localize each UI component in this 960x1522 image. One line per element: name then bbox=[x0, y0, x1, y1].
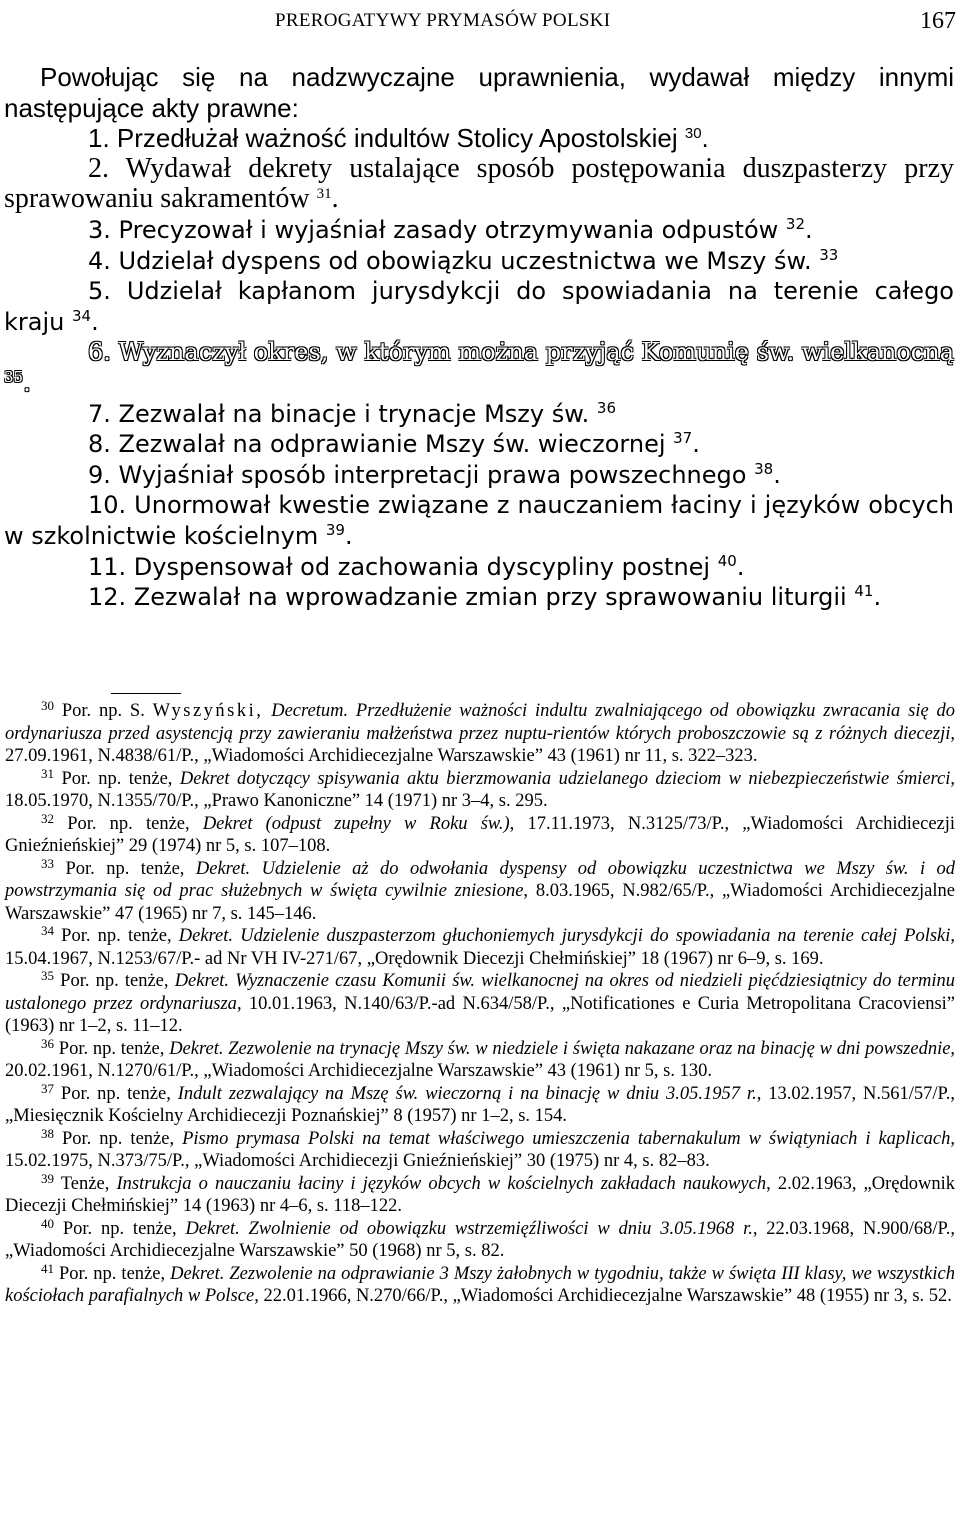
footnote-number: 35 bbox=[41, 968, 54, 983]
item-text: 11. Dyspensował od zachowania dyscypliny postnej bbox=[88, 552, 711, 581]
footnote-lead: Por. np. S. bbox=[61, 701, 145, 721]
item-text: 1. Przedłużał ważność indultów Stolicy Apostolskiej bbox=[88, 123, 678, 154]
footnote-author: Wyszyński, bbox=[152, 701, 264, 721]
footnote-details: , 13.02.1957, N.561/57/P., „Miesięcznik Kościelny Archidiecezji Poznańskiej” 8 (1957) nr 1–2, s. 154. bbox=[5, 1083, 956, 1126]
footnote-lead: Por. np. tenże, bbox=[62, 1128, 175, 1149]
footnote bbox=[5, 855, 956, 926]
intro-paragraph: Powołując się na nadzwyczajne uprawnienia, wydawał między innymi następujące akty prawne: bbox=[4, 62, 954, 123]
item-text: 10. Unormował kwestie związane z nauczaniem łaciny i języków obcych w szkolnictwie kościelnym bbox=[4, 491, 954, 550]
item-tail: . bbox=[805, 215, 813, 244]
footnote-ref: 41 bbox=[854, 582, 874, 601]
footnote-number: 36 bbox=[41, 1035, 54, 1051]
footnote-lead: Por. np. tenże, bbox=[61, 768, 173, 789]
footnote-lead: Por. np. tenże, bbox=[59, 1263, 166, 1284]
footnote-ref: 40 bbox=[717, 551, 737, 570]
footnote-title: Dekret (odpust zupełny w Roku św.) bbox=[202, 813, 510, 834]
footnote-title: Pismo prymasa Polski na temat właściwego umieszczenia tabernakulum w świątyniach i kaplicach bbox=[182, 1128, 951, 1149]
footnote-details: , 27.09.1961, N.4838/61/P., „Wiadomości Archidiecezjalne Warszawskie” 43 (1961) nr 11, s. 322–323. bbox=[5, 723, 955, 766]
footnote bbox=[5, 1170, 956, 1218]
footnote-ref: 33 bbox=[819, 245, 839, 264]
list-item bbox=[4, 429, 954, 460]
list-item bbox=[4, 215, 954, 246]
item-text: 7. Zezwalał na binacje i trynacje Mszy św. bbox=[88, 399, 590, 428]
running-header bbox=[0, 4, 960, 44]
footnote-ref: 38 bbox=[754, 459, 774, 478]
footnote bbox=[5, 1080, 956, 1128]
footnote-details: , 20.02.1961, N.1270/61/P., „Wiadomości Archidiecezjalne Warszawskie” 43 (1961) nr 5, s. 130. bbox=[5, 1038, 956, 1081]
footnote-ref: 30 bbox=[684, 125, 702, 143]
list-item bbox=[4, 154, 954, 215]
footnote-details: , 22.03.1968, N.900/68/P., „Wiadomości Archidiecezjalne Warszawskie” 50 (1968) nr 5, s. 82. bbox=[5, 1218, 956, 1261]
item-text: 8. Zezwalał na odprawianie Mszy św. wieczornej bbox=[88, 430, 666, 459]
footnote-details: , 22.01.1966, N.270/66/P., „Wiadomości Archidiecezjalne Warszawskie” 48 (1955) nr 3, s. 52. bbox=[254, 1286, 952, 1306]
item-tail: . bbox=[344, 521, 353, 550]
footnote-number: 41 bbox=[41, 1260, 54, 1276]
item-tail: . bbox=[736, 552, 745, 581]
item-text: 2. Wydawał dekrety ustalające sposób postępowania duszpasterzy przy sprawowaniu sakramentów bbox=[4, 152, 954, 215]
footnote-number: 37 bbox=[41, 1080, 54, 1096]
footnote-lead: Por. np. tenże, bbox=[60, 971, 169, 991]
footnote-title: Dekret. Zezwolenie na trynację Mszy św. w niedziele i święta nakazane oraz na binację w dni powszednie bbox=[169, 1038, 951, 1059]
footnote-lead: Por. np. tenże, bbox=[61, 926, 172, 946]
list-item bbox=[4, 552, 954, 583]
footnote bbox=[5, 765, 956, 813]
footnote-details: , 15.02.1975, N.373/75/P., „Wiadomości Archidiecezji Gnieźnieńskiej” 30 (1975) nr 4, s. 82–83. bbox=[5, 1128, 955, 1171]
list-item bbox=[4, 460, 954, 491]
item-text: 4. Udzielał dyspens od obowiązku uczestnictwa we Mszy św. bbox=[88, 246, 812, 275]
footnote-ref: 34 bbox=[72, 306, 92, 325]
footnote-title: Dekret dotyczący spisywania aktu bierzmowania udzielanego dzieciom w niebezpieczeństwie śmierci bbox=[179, 768, 951, 789]
footnote-title: Decretum. Przedłużenie ważności indultu zwalniającego od obowiązku zwracania się do ordynariusza przed asystencją przy zawieraniu małżeństwa przez nuptu-rientów których proboszczowie są z różnych diecezji bbox=[5, 701, 956, 744]
footnote-ref: 39 bbox=[325, 520, 345, 539]
item-text: 9. Wyjaśniał sposób interpretacji prawa powszechnego bbox=[88, 460, 747, 489]
item-text: 3. Precyzował i wyjaśniał zasady otrzymywania odpustów bbox=[88, 215, 779, 244]
item-tail: . bbox=[873, 583, 882, 612]
footnote-lead: Por. np. tenże, bbox=[58, 1038, 165, 1059]
list-item bbox=[4, 582, 954, 613]
footnote bbox=[5, 1035, 956, 1083]
item-tail: . bbox=[331, 183, 339, 215]
footnote bbox=[5, 700, 955, 768]
footnote-lead: Por. np. tenże, bbox=[62, 1218, 177, 1239]
list-item bbox=[4, 246, 954, 277]
item-tail: . bbox=[692, 430, 700, 459]
footnote-number: 34 bbox=[41, 923, 54, 938]
item-tail: . bbox=[23, 368, 31, 397]
footnote-ref: 31 bbox=[316, 186, 332, 203]
footnote bbox=[5, 1260, 955, 1308]
footnote-ref: 36 bbox=[596, 398, 617, 417]
footnote-title: Indult zezwalający na Mszę św. wieczorną i na binację w dniu 3.05.1957 r. bbox=[177, 1083, 757, 1104]
list-item bbox=[4, 337, 954, 398]
footnote bbox=[5, 1215, 956, 1263]
footnote-details: , 15.04.1967, N.1253/67/P.- ad Nr VH IV-271/67, „Orędownik Diecezji Chełmińskiej” 18 (1967) nr 6–9, s. 169. bbox=[5, 926, 956, 969]
footnote-title: Dekret. Udzielenie duszpasterzom głuchoniemych jurysdykcji do spowiadania na terenie całej Polski bbox=[178, 926, 951, 946]
footnote bbox=[5, 970, 955, 1038]
running-title: PREROGATYWY PRYMASÓW POLSKI bbox=[275, 10, 611, 31]
page-number: 167 bbox=[920, 8, 956, 34]
footnote-details: , 17.11.1973, N.3125/73/P., „Wiadomości Archidiecezji Gnieźnieńskiej” 29 (1974) nr 5, s. 107–108. bbox=[5, 813, 956, 856]
footnote-number: 32 bbox=[41, 810, 54, 826]
footnote-details: , 18.05.1970, N.1355/70/P., „Prawo Kanoniczne” 14 (1971) nr 3–4, s. 295. bbox=[5, 768, 956, 811]
footnote-separator bbox=[111, 693, 181, 694]
item-text: 5. Udzielał kapłanom jurysdykcji do spowiadania na terenie całego kraju bbox=[4, 277, 954, 336]
footnote bbox=[5, 1125, 955, 1173]
footnote-title: Dekret. Udzielenie aż do odwołania dyspensy od obowiązku uczestnictwa we Mszy św. i od powstrzymania się od prac służebnych w święta cywilnie zniesione bbox=[5, 858, 956, 901]
footnote-lead: Tenże, bbox=[60, 1173, 110, 1194]
list-item bbox=[4, 490, 954, 551]
footnote-number: 39 bbox=[41, 1170, 54, 1186]
footnote-lead: Por. np. tenże, bbox=[65, 858, 185, 879]
footnote-number: 33 bbox=[41, 855, 54, 871]
footnote-number: 31 bbox=[41, 765, 54, 781]
footnote-details: , 2.02.1963, „Orędownik Diecezji Chełmińskiej” 14 (1963) nr 4–6, s. 118–122. bbox=[5, 1173, 956, 1216]
footnote bbox=[5, 810, 956, 858]
footnote-number: 40 bbox=[41, 1215, 54, 1231]
item-tail: . bbox=[91, 307, 99, 336]
footnote-number: 38 bbox=[41, 1125, 54, 1141]
footnote-title: Dekret. Zwolnienie od obowiązku wstrzemięźliwości w dniu 3.05.1968 r. bbox=[185, 1218, 753, 1239]
item-text: 12. Zezwalał na wprowadzanie zmian przy sprawowaniu liturgii bbox=[88, 583, 847, 612]
list-item bbox=[4, 276, 954, 337]
footnote-details: , 10.01.1963, N.140/63/P.-ad N.634/58/P., „Notificationes e Curia Metropolitana Cracoviensi” (1963) nr 1–2, s. 11–12. bbox=[5, 993, 955, 1036]
footnote-details: , 8.03.1965, N.982/65/P., „Wiadomości Archidiecezjalne Warszawskie” 47 (1965) nr 7, s. 145–146. bbox=[5, 881, 955, 924]
footnote-title: Instrukcja o nauczaniu łaciny i języków obcych w kościelnych zakładach naukowych bbox=[116, 1173, 767, 1194]
footnote-ref: 32 bbox=[785, 214, 805, 233]
footnote bbox=[5, 925, 955, 970]
footnote-lead: Por. np. tenże, bbox=[60, 1083, 171, 1104]
footnote-title: Dekret. Wyznaczenie czasu Komunii św. wielkanocnej na okres od niedzieli pięćdziesiątnicy do terminu ustalonego przez ordynariusza bbox=[5, 971, 956, 1014]
footnotes bbox=[5, 700, 955, 1308]
footnote-ref: 35 bbox=[4, 367, 24, 386]
item-tail: . bbox=[701, 123, 709, 154]
item-tail: . bbox=[773, 460, 781, 489]
footnote-title: Dekret. Zezwolenie na odprawianie 3 Mszy żałobnych w tygodniu, także w święta III klasy, we wszystkich kościołach parafialnych w Polsce bbox=[5, 1263, 955, 1306]
footnote-ref: 37 bbox=[673, 429, 693, 448]
item-text: 6. Wyznaczył okres, w którym można przyjąć Komunię św. wielkanocną bbox=[88, 338, 954, 367]
list-item bbox=[4, 123, 954, 154]
main-text bbox=[4, 62, 954, 613]
footnote-lead: Por. np. tenże, bbox=[67, 813, 190, 834]
footnote-number: 30 bbox=[41, 698, 54, 713]
list-item bbox=[4, 399, 954, 430]
